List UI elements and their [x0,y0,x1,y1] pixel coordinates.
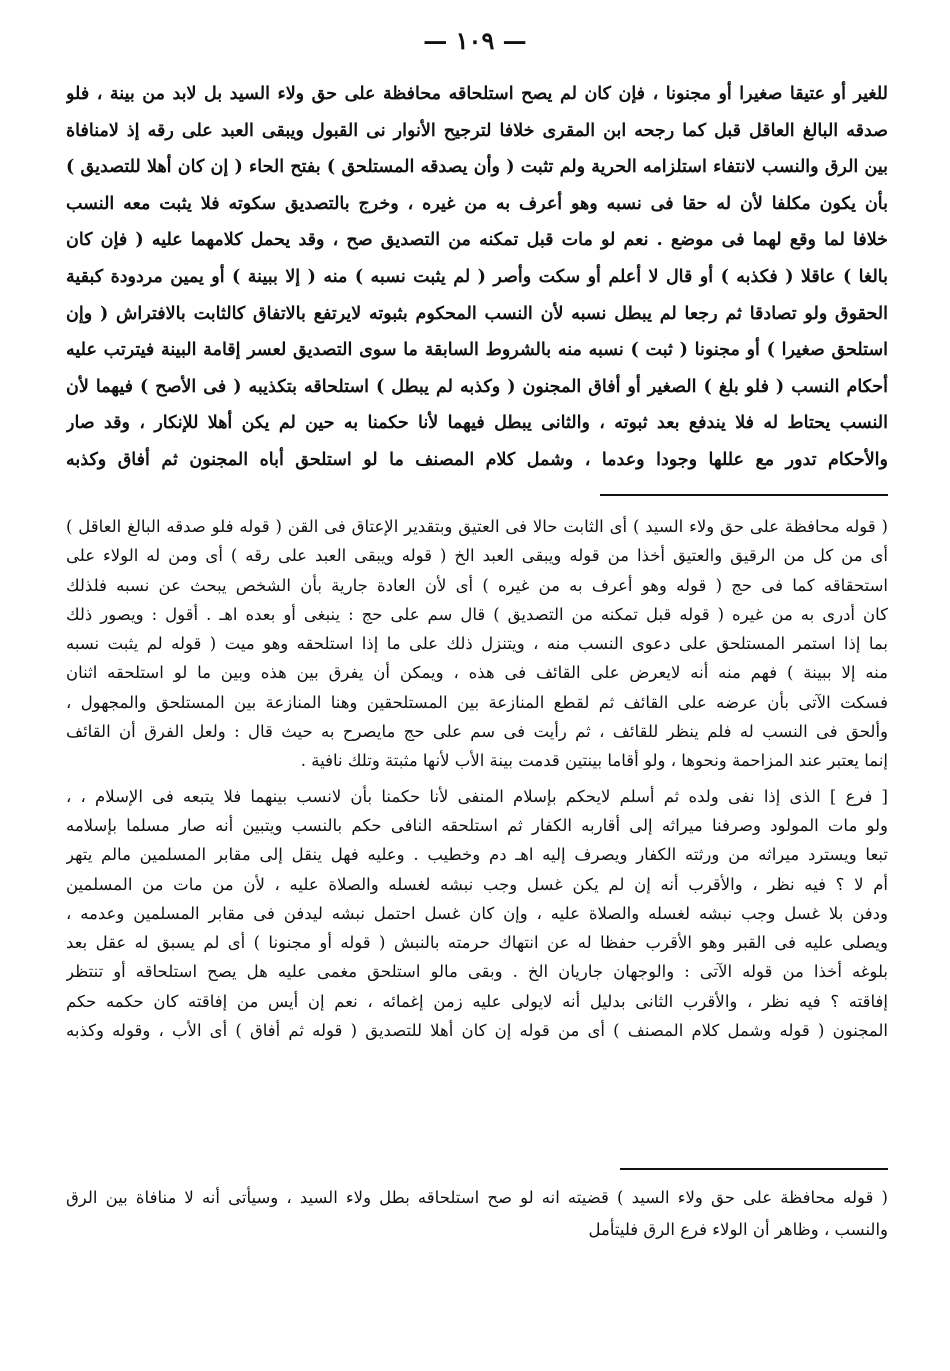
commentary-line: وألحق فى النسب له فلم ينظر للقائف ، ثم رأيت فى سم على حج مايصرح به حيث قال : ولعل الفرق أن القائف [66,722,888,742]
commentary-line: فسكت الآتى بأن عرضه على القائف ثم لقطع المنازعة بين المستلحقين وهنا المنازعة بين المستلحق والمجهول ، [66,692,888,712]
marginal-line: والنسب ، وظاهر أن الولاء فرع الرق فليتأمل [588,1220,888,1239]
main-text [66,76,888,479]
main-text-line: الحقوق ولو تصادقا ثم رجعا لم يبطل نسبه لأن النسب المحكوم بثبوته لايرتفع بالاتفاق كالثابت بالافتراش ( وإن [66,303,888,324]
main-text-line: خلافا لما وقع لهما فى موضع . نعم لو مات قبل تمكنه من التصديق صح ، وقد يحمل كلامهما عليه ( فإن كان [66,230,888,251]
commentary-line: أم لا ؟ فيه نظر ، والأقرب أنه إن لم يكن غسل وجب نبشه لغسله والصلاة عليه ، لأن من مات من المسلمين [66,874,888,894]
main-text-line: للغير أو عتيقا صغيرا أو مجنونا ، فإن كان لم يصح استلحاقه محافظة على حق ولاء السيد بل لابد من بينة ، فلو [66,84,888,104]
main-text-line: أحكام النسب ( فلو بلغ ) الصغير أو أفاق المجنون ( وكذبه لم يبطل ) استلحاقه بتكذيبه ( فى الأصح ) فيهما لأن [66,376,888,397]
marginal-note [66,1182,888,1246]
marginal-line: ( قوله محافظة على حق ولاء السيد ) قضيته انه لو صح استلحاقه بطل ولاء السيد ، وسيأتى أنه لا منافاة بين الرق [66,1188,888,1207]
commentary-line: استحقاقه كما فى حج ( قوله وهو أعرف به من غيره ) أى لأن العادة جارية بأن الشخص يبحث عن نسبه فلذلك [66,575,888,595]
main-text-line: استلحق صغيرا ) أو مجنونا ( ثبت ) نسبه منه بالشروط السابقة ما سوى التصديق لعسر إقامة البينة فيترتب عليه [66,340,888,361]
page-number: — ١٠٩ — [423,26,527,55]
commentary-line: بما إذا استمر المستلحق على دعوى النسب منه ، ويتنزل ذلك على ما إذا استلحقه وهو ميت ( قوله لم يثبت نسبه [66,634,888,654]
commentary-line: أى من كل من الرقيق والعتيق أخذا من قوله ويبقى العبد الخ ( قوله ويبقى العبد على رقه ) أى ومن له الولاء على [66,546,888,566]
commentary-line: إنما يعتبر عند المزاحمة ونحوها ، ولو أقاما بينتين قدمت بينة الأب لأنها مثبتة وتلك نافية . [300,751,888,771]
commentary-line: ( قوله محافظة على حق ولاء السيد ) أى الثابت حالا فى العتيق وبتقدير الإعتاق فى القن ( قوله فلو صدقه البالغ العاقل ) [66,517,888,536]
marginal-separator [620,1168,888,1170]
main-text-line: بين الرق والنسب لانتفاء استلزامه الحرية ولم تثبت ( وأن يصدقه المستلحق ) بفتح الحاء ( إن كان أهلا للتصديق ) [66,157,888,178]
main-text-line: النسب يحتاط له فلا يندفع بعد ثبوته ، والثانى يبطل فيهما لأنا حكمنا به حين لم يكن أهلا للإنكار ، وقد صار [66,413,888,434]
footnote-separator [600,494,888,496]
main-text-line: والأحكام تدور مع عللها وجودا وعدما ، وشمل كلام المصنف ما لو استلحق أباه المجنون ثم أفاق وكذبه [66,449,888,470]
commentary-line: منه إلا ببينة ) فهم منه أنه لايعرض على القائف فى هذه ، ويمكن أن يفرق بين هذه وبين ما لو استلحقه اثنان [66,663,888,683]
commentary-line: إفاقته ؟ فيه نظر ، والأقرب الثانى بدليل أنه لايولى عليه زمن إغمائه ، نعم إن أيس من إفاقته كان حكمه حكم [66,991,888,1011]
main-text-line: بأن يكون مكلفا لأن له حقا فى نسبه وهو أعرف به من غيره ، وخرج بالتصديق سكوته فلا يثبت معه النسب [66,193,888,214]
main-text-line: بالغا ) عاقلا ( فكذبه ) أو قال لا أعلم أو سكت وأصر ( لم يثبت نسبه ) منه ( إلا ببينة ) أو يمين مردودة كبقية [66,266,888,287]
commentary-line: ولو مات المولود وصرفنا ميراثه إلى أقاربه الكفار ثم استلحقه النافى حكم بالنسب ويتبين أنه صار مسلما بإسلامه [66,815,888,835]
main-text-line: صدقه البالغ العاقل قبل كما رجحه ابن المقرى خلافا لترجيح الأنوار نى القبول ويبقى العبد على رقه إذ لامنافاة [66,120,888,141]
commentary-line: تبعا ويسترد ميراثه من ورثته الكفار ويصرف إليه اهـ دم وخطيب . وعليه فهل ينقل إلى مقابر المسلمين مالم يتهر [66,845,888,865]
commentary-line: المجنون ( قوله وشمل كلام المصنف ) أى من قوله إن كان أهلا للتصديق ( قوله ثم أفاق ) أى الأب ، وقوله وكذبه [66,1021,888,1041]
commentary-line: ودفن بلا غسل وجب نبشه لغسله والصلاة عليه ، وإن كان غسل احتمل نبشه ليدفن فى مقابر المسلمين وعدمه ، [66,903,888,923]
commentary-line: كان أدرى به من غيره ( قوله قبل تمكنه من التصديق ) قال سم على حج : ينبغى أو بعده اهـ . أقول : ويصور ذلك [66,604,888,624]
commentary-line: بلوغه أخذا من قوله الآتى : والوجهان جاريان الخ . وبقى مالو استلحق مغمى عليه هل يصح استلحاقه أو تنتظر [66,962,888,982]
commentary-line: [ فرع ] الذى إذا نفى ولده ثم أسلم لايحكم بإسلام المنفى لأنا حكمنا بأن لانسب بينهما فلا يتبعه فى الإسلام ، ، [66,786,888,806]
commentary-footnotes [66,512,888,1045]
commentary-line: ويصلى عليه فى القبر وهو الأقرب حفظا له عن انتهاك حرمته بالنبش ( قوله أو مجنونا ) أى لم يسبق له عقل بعد [66,933,888,953]
